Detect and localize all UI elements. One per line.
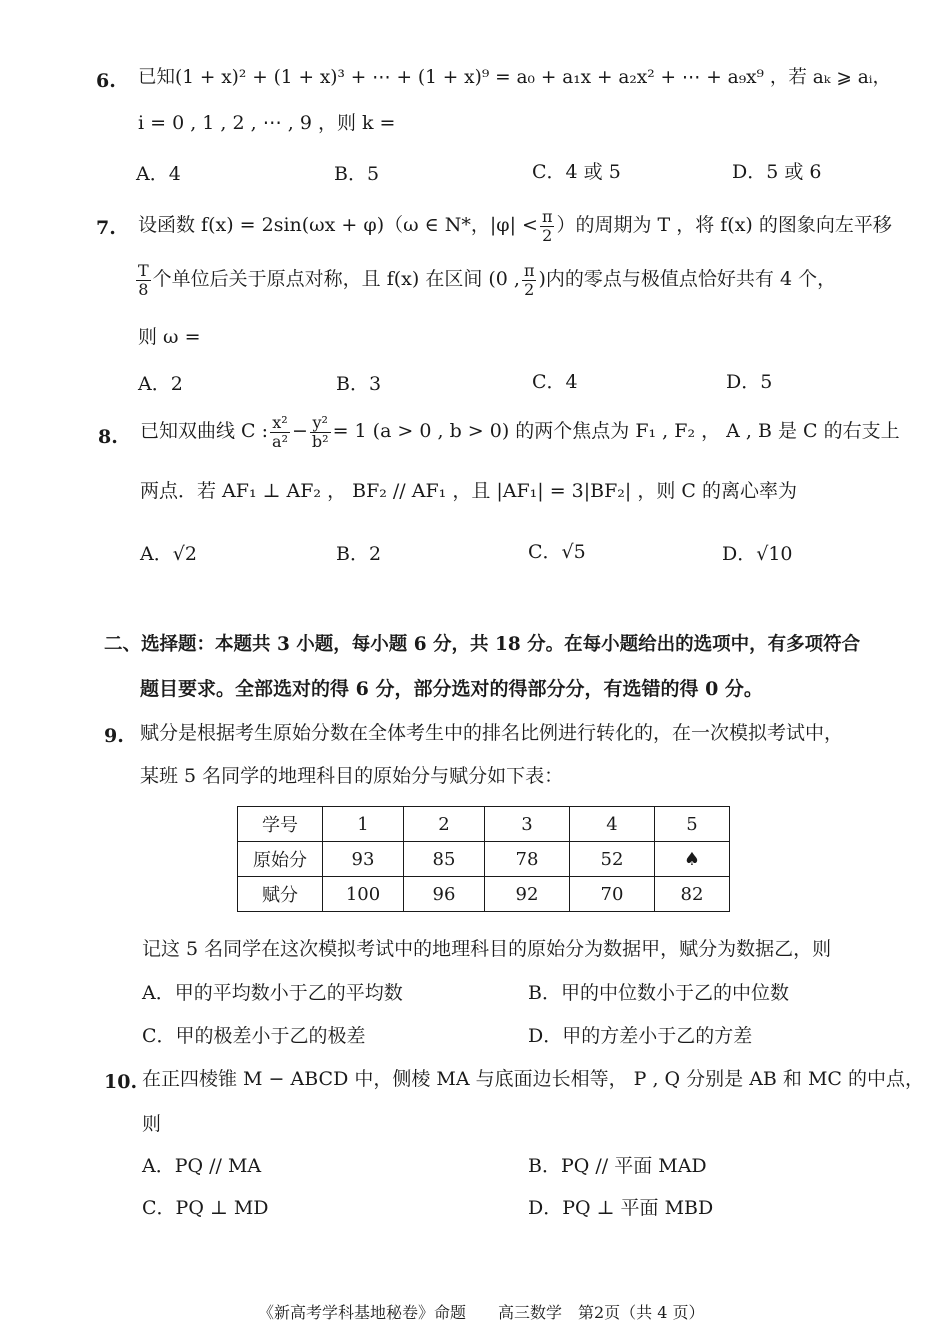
t-over-8-fraction (136, 262, 151, 298)
question-7-option-d[interactable]: D．5 (726, 371, 773, 393)
question-8-option-a[interactable]: A．√2 (140, 543, 197, 565)
table-row (238, 807, 730, 842)
score-table (237, 806, 730, 912)
interval-open: (0 , (488, 268, 520, 291)
frac-bottom: 2 (524, 279, 535, 299)
table-cell: 70 (570, 877, 655, 912)
question-10-stem-line-2: 则 (142, 1113, 162, 1135)
question-7-stem-line-3: 则 ω = (138, 326, 201, 348)
question-10-option-c[interactable]: C．PQ ⊥ MD (142, 1197, 269, 1219)
minus-sign: − (291, 420, 308, 443)
question-9-stem-line-1: 赋分是根据考生原始分数在全体考生中的排名比例进行转化的，在一次模拟考试中， (140, 722, 844, 744)
table-cell: 赋分 (238, 877, 323, 912)
table-cell: 3 (485, 807, 570, 842)
question-10-number: 10. (104, 1071, 138, 1093)
question-7-stem-1b: ）的周期为 T ，将 f(x) 的图象向左平移 (556, 214, 892, 237)
page-footer: 《新高考学科基地秘卷》命题 高三数学 第2页（共 4 页） (258, 1303, 705, 1322)
question-7-number: 7. (96, 217, 116, 239)
question-6-number: 6. (96, 70, 116, 92)
question-8-stem-line-1 (140, 414, 900, 450)
table-cell: 96 (404, 877, 485, 912)
frac-bottom: a² (272, 431, 288, 451)
question-8-number: 8. (98, 426, 118, 448)
question-6-option-c[interactable]: C．4 或 5 (532, 161, 621, 183)
question-7-option-b[interactable]: B．3 (336, 373, 382, 395)
section-2-heading-line-1: 二、选择题：本题共 3 小题，每小题 6 分，共 18 分。在每小题给出的选项中，有多项符合 (104, 634, 861, 655)
spade-symbol-cell: ♠ (655, 842, 730, 877)
question-9-stem-line-2: 某班 5 名同学的地理科目的原始分与赋分如下表： (140, 765, 564, 787)
question-7-option-a[interactable]: A．2 (138, 373, 183, 395)
y2-over-b2-fraction (310, 414, 331, 450)
question-6-stem-line-2: i = 0 , 1 , 2 , ⋯ , 9 ，则 k = (138, 112, 396, 134)
question-6-option-d[interactable]: D．5 或 6 (732, 161, 822, 183)
question-8-option-b[interactable]: B．2 (336, 543, 382, 565)
question-7-stem-1a: 设函数 f(x) = 2sin(ωx + φ)（ω ∈ N*，|φ| < (138, 214, 538, 237)
table-cell: 92 (485, 877, 570, 912)
question-7-stem-2a: 个单位后关于原点对称，且 f(x) 在区间 (152, 268, 483, 291)
table-cell: 1 (323, 807, 404, 842)
table-cell: 原始分 (238, 842, 323, 877)
table-cell: 4 (570, 807, 655, 842)
table-cell: 82 (655, 877, 730, 912)
frac-top: π (541, 208, 553, 226)
table-row (238, 842, 730, 877)
x2-over-a2-fraction (270, 414, 290, 450)
question-9-option-d[interactable]: D．甲的方差小于乙的方差 (528, 1025, 753, 1047)
pi-over-2-fraction (540, 208, 555, 244)
table-cell: 5 (655, 807, 730, 842)
question-6-stem-line-1: 已知(1 + x)² + (1 + x)³ + ⋯ + (1 + x)⁹ = a₀ + a₁x + a₂x² + ⋯ + a₉x⁹ ，若 aₖ ⩾ aᵢ， (138, 67, 892, 88)
question-8-stem-line-2: 两点．若 AF₁ ⊥ AF₂ ， BF₂ // AF₁ ，且 |AF₁| = 3|BF₂| ，则 C 的离心率为 (140, 480, 797, 502)
frac-bottom: b² (311, 431, 329, 451)
question-9-number: 9. (104, 725, 124, 747)
table-cell: 2 (404, 807, 485, 842)
question-10-option-d[interactable]: D．PQ ⊥ 平面 MBD (528, 1197, 714, 1219)
question-9-option-a[interactable]: A．甲的平均数小于乙的平均数 (142, 982, 403, 1004)
question-7-stem-2b: 内的零点与极值点恰好共有 4 个， (545, 268, 837, 291)
question-8-option-c[interactable]: C．√5 (528, 541, 586, 563)
table-cell: 100 (323, 877, 404, 912)
frac-bottom: 8 (138, 279, 149, 299)
question-8-option-d[interactable]: D．√10 (722, 543, 793, 565)
frac-top: x² (270, 414, 290, 433)
question-7-option-c[interactable]: C．4 (532, 371, 578, 393)
frac-top: π (523, 261, 535, 280)
frac-top: T (138, 261, 149, 280)
table-cell: 学号 (238, 807, 323, 842)
table-cell: 78 (485, 842, 570, 877)
table-cell: 85 (404, 842, 485, 877)
question-7-stem-line-2 (136, 262, 836, 298)
table-row (238, 877, 730, 912)
question-10-stem-line-1: 在正四棱锥 M − ABCD 中，侧棱 MA 与底面边长相等， P , Q 分别是 AB 和 MC 的中点， (142, 1068, 924, 1090)
question-6-option-b[interactable]: B．5 (334, 163, 380, 185)
interval-close: ) (538, 268, 546, 291)
question-9-option-c[interactable]: C．甲的极差小于乙的极差 (142, 1025, 366, 1047)
interval-pi-over-2-fraction (522, 262, 537, 298)
question-7-stem-line-1 (138, 208, 950, 244)
table-cell: 93 (323, 842, 404, 877)
frac-bottom: 2 (542, 225, 553, 244)
question-10-option-b[interactable]: B．PQ // 平面 MAD (528, 1155, 707, 1177)
question-9-stem-line-3: 记这 5 名同学在这次模拟考试中的地理科目的原始分为数据甲，赋分为数据乙，则 (142, 938, 832, 960)
table-cell: 52 (570, 842, 655, 877)
frac-top: y² (310, 414, 331, 433)
question-10-option-a[interactable]: A．PQ // MA (142, 1155, 262, 1177)
question-8-stem-1a: 已知双曲线 C : (140, 420, 269, 443)
question-8-stem-1b: = 1 (a > 0 , b > 0) 的两个焦点为 F₁ , F₂ ， A , B 是 C 的右支上 (332, 420, 900, 443)
question-9-option-b[interactable]: B．甲的中位数小于乙的中位数 (528, 982, 789, 1004)
question-6-option-a[interactable]: A．4 (136, 163, 181, 185)
section-2-heading-line-2: 题目要求。全部选对的得 6 分，部分选对的得部分分，有选错的得 0 分。 (140, 678, 763, 700)
